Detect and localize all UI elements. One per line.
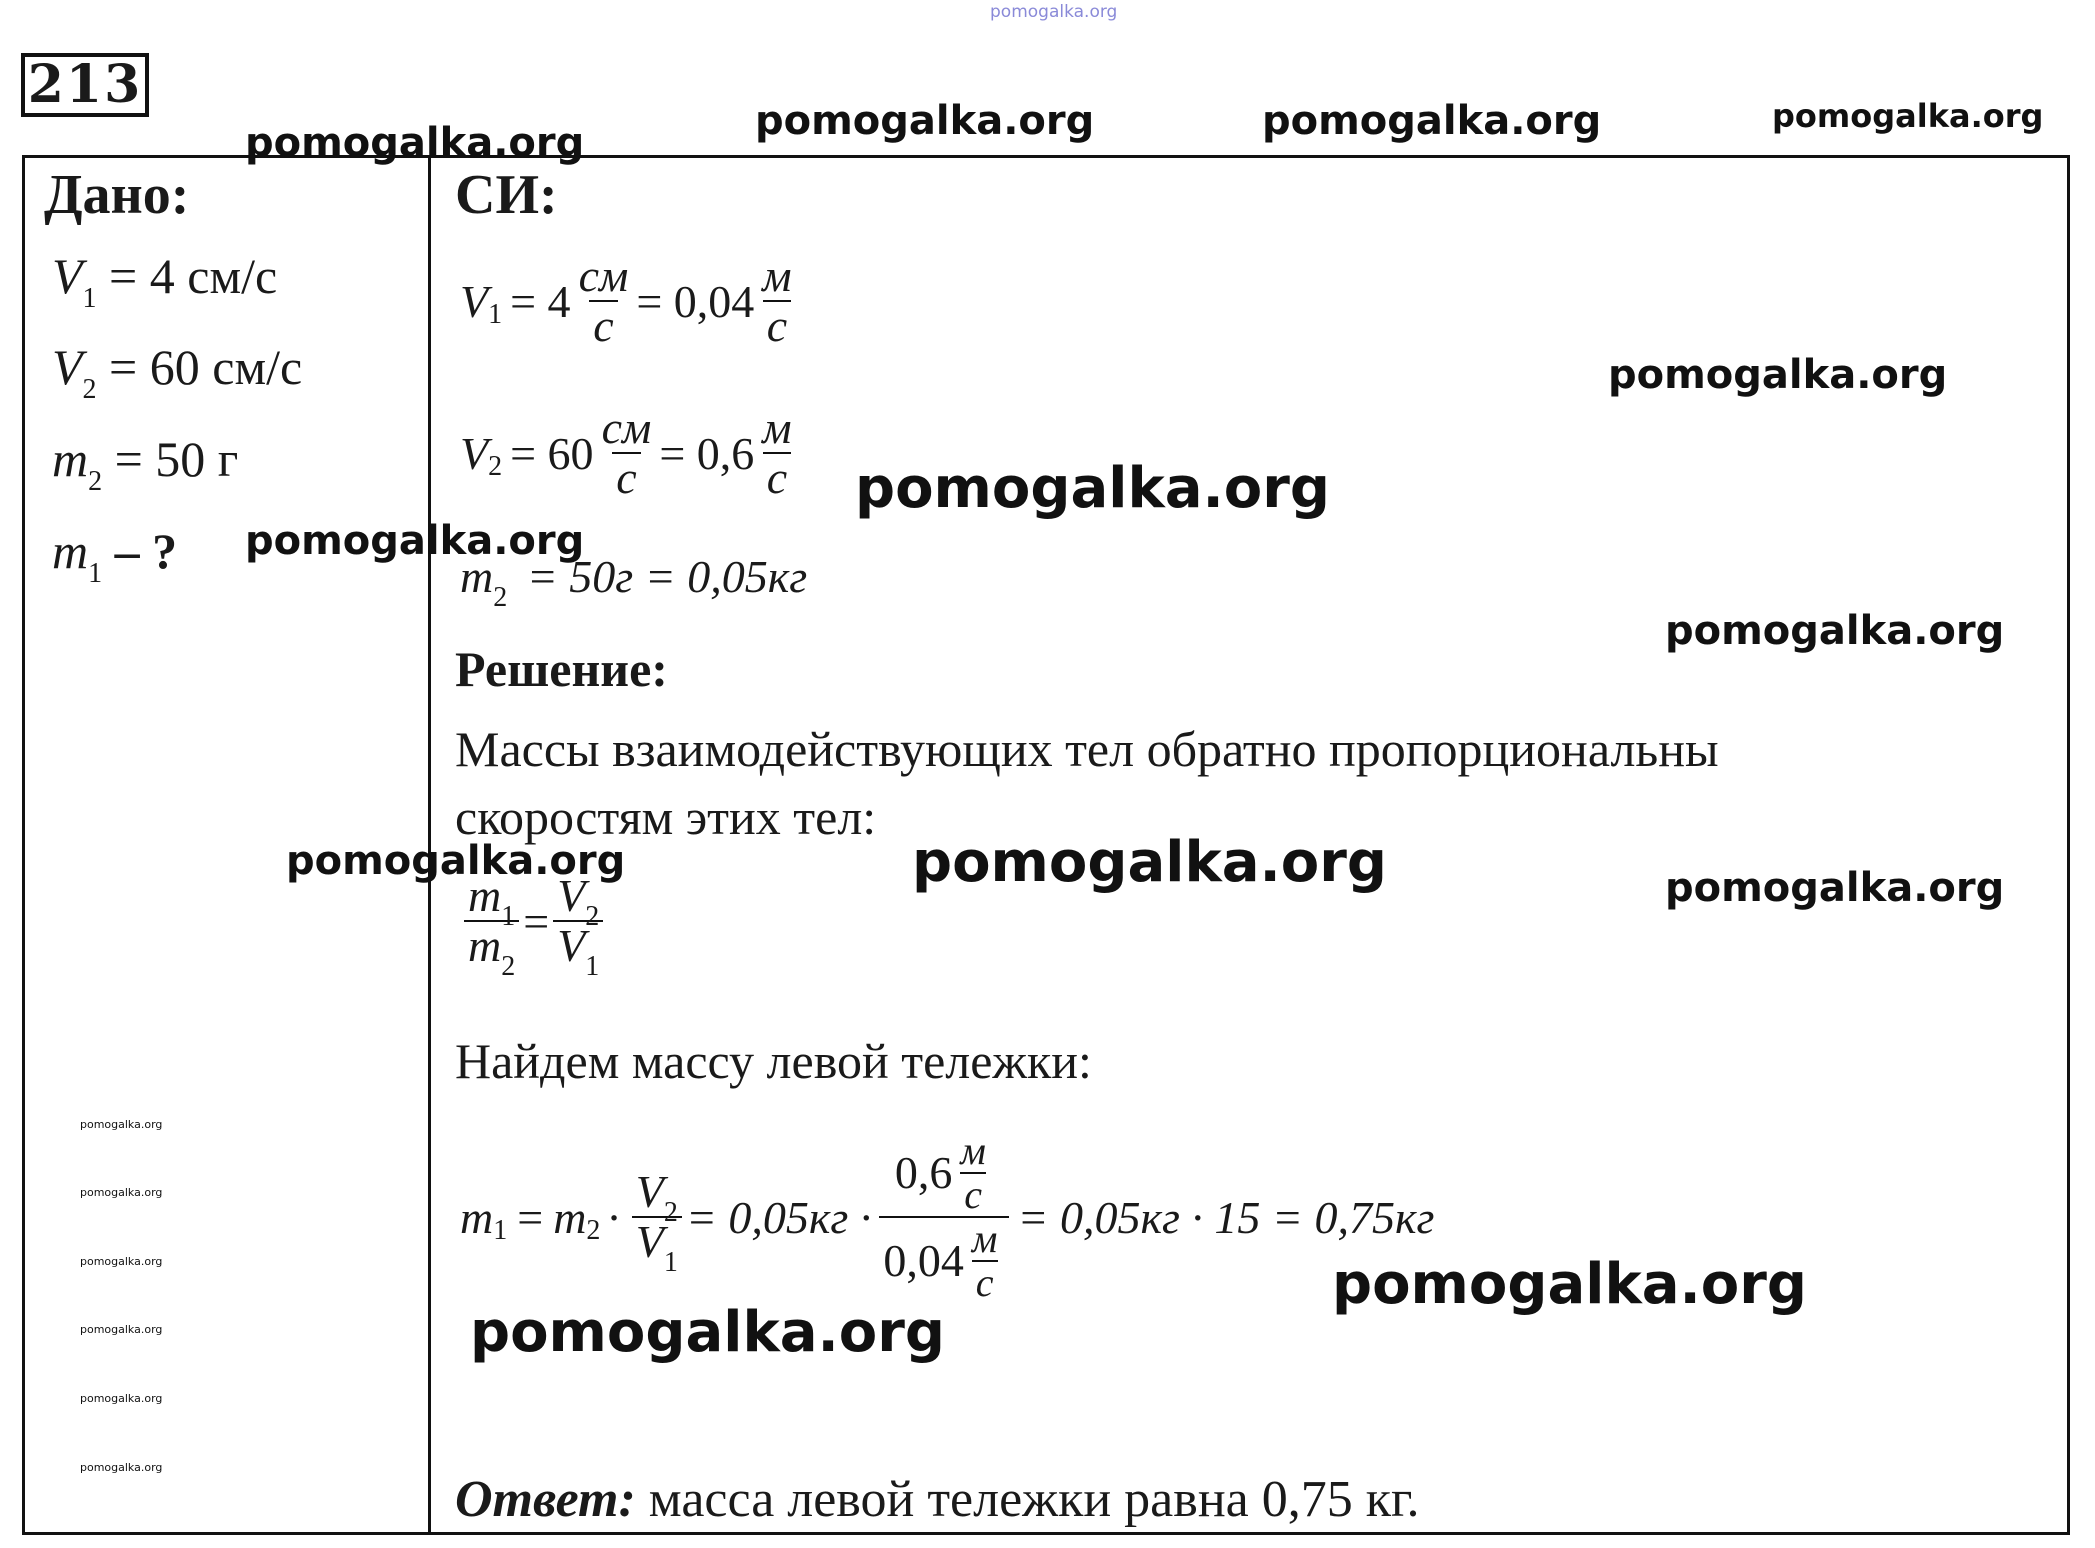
numerator: $V_2$ xyxy=(557,870,600,932)
symbol: m xyxy=(553,1191,587,1243)
value: – ? xyxy=(114,523,178,579)
answer-text: масса левой тележки равна 0,75 кг. xyxy=(648,1471,1420,1528)
equals: = xyxy=(517,1191,544,1243)
denominator: $V_1$ xyxy=(632,1216,682,1266)
si-eq-v2 xyxy=(460,404,800,503)
subscript: 2 xyxy=(88,466,103,497)
numerator: см xyxy=(601,402,652,453)
solution-text-2: скоростям этих тел: xyxy=(455,789,877,845)
calc-equation xyxy=(460,1130,1434,1304)
denominator: $V_1$ xyxy=(553,920,603,970)
subscript: 2 xyxy=(488,451,503,483)
subscript: 1 xyxy=(88,558,103,589)
ratio-equation xyxy=(460,870,607,983)
symbol: V xyxy=(460,427,489,479)
subscript: 1 xyxy=(82,283,97,314)
symbol: m xyxy=(52,523,89,579)
symbol: m xyxy=(460,1191,494,1243)
value: = 0,04 xyxy=(636,275,755,327)
fraction xyxy=(553,870,603,983)
si-eq-v1 xyxy=(460,252,800,351)
denominator: $m_2$ xyxy=(464,920,519,970)
answer-label: Ответ: xyxy=(455,1471,636,1528)
watermark-small: pomogalka.org xyxy=(80,1392,163,1405)
watermark-small: pomogalka.org xyxy=(80,1255,163,1268)
denominator: с xyxy=(763,452,791,502)
solution-text-3: Найдем массу левой тележки: xyxy=(455,1033,1092,1089)
numerator: $V_2$ xyxy=(635,1165,678,1228)
symbol: V xyxy=(460,275,489,327)
solution-heading: Решение: xyxy=(455,641,668,697)
subscript: 2 xyxy=(586,1215,601,1246)
given-m2 xyxy=(52,430,239,497)
problem-number: 213 xyxy=(21,53,149,117)
compound-fraction xyxy=(879,1130,1009,1304)
watermark-small: pomogalka.org xyxy=(80,1186,163,1199)
given-m1-unknown xyxy=(52,522,178,589)
watermark: pomogalka.org xyxy=(1262,98,1602,144)
watermark: pomogalka.org xyxy=(855,456,1330,521)
given-v1 xyxy=(52,247,278,314)
fraction xyxy=(758,404,795,503)
numerator: 0,6 $\frac{м}{с}$ xyxy=(894,1128,986,1217)
si-heading: СИ: xyxy=(455,164,558,226)
watermark-small: pomogalka.org xyxy=(80,1323,163,1336)
watermark: pomogalka.org xyxy=(470,1300,945,1365)
fraction xyxy=(598,404,656,503)
numerator: м xyxy=(762,402,792,453)
subscript: 1 xyxy=(488,299,503,331)
watermark: pomogalka.org xyxy=(245,518,585,564)
watermark: pomogalka.org xyxy=(1772,97,2044,135)
value: = 0,6 xyxy=(659,427,755,479)
watermark-top: pomogalka.org xyxy=(990,2,1118,22)
symbol: m xyxy=(52,431,89,487)
watermark: pomogalka.org xyxy=(1332,1252,1807,1317)
equals: = xyxy=(523,895,550,947)
watermark: pomogalka.org xyxy=(1608,352,1948,398)
value: = 0,05кг · 15 = 0,75кг xyxy=(1017,1191,1435,1243)
fraction xyxy=(575,252,633,351)
denominator: с xyxy=(589,300,617,350)
numerator: $m_1$ xyxy=(468,870,516,932)
fraction xyxy=(758,252,795,351)
given-heading: Дано: xyxy=(44,164,190,226)
value: = 4 xyxy=(510,275,571,327)
value: = 50 г xyxy=(114,431,239,487)
symbol: m xyxy=(460,551,494,602)
watermark: pomogalka.org xyxy=(1665,608,2005,654)
denominator: с xyxy=(763,300,791,350)
watermark: pomogalka.org xyxy=(1665,865,2005,911)
numerator: м xyxy=(762,250,792,301)
watermark: pomogalka.org xyxy=(755,98,1095,144)
value: = 60 см/с xyxy=(109,339,303,395)
si-eq-m2 xyxy=(460,550,808,613)
value: = 50г = 0,05кг xyxy=(526,551,808,602)
fraction xyxy=(464,870,519,983)
value: = 0,05кг · xyxy=(685,1191,872,1243)
denominator: с xyxy=(612,452,640,502)
dot: · xyxy=(606,1191,622,1243)
watermark-small: pomogalka.org xyxy=(80,1461,163,1474)
fraction xyxy=(632,1165,682,1278)
symbol: V xyxy=(52,248,83,304)
symbol: V xyxy=(52,339,83,395)
watermark: pomogalka.org xyxy=(286,838,626,884)
solution-text-1: Массы взаимодействующих тел обратно пропорциональны xyxy=(455,721,1719,777)
denominator: 0,04 $\frac{м}{с}$ xyxy=(879,1216,1009,1304)
subscript: 2 xyxy=(82,374,97,405)
given-v2 xyxy=(52,338,303,405)
subscript: 1 xyxy=(493,1215,508,1246)
watermark: pomogalka.org xyxy=(912,830,1387,895)
numerator: см xyxy=(578,250,629,301)
subscript: 2 xyxy=(493,582,508,613)
answer xyxy=(455,1470,1419,1529)
value: = 60 xyxy=(510,427,594,479)
value: = 4 см/с xyxy=(109,248,278,304)
watermark: pomogalka.org xyxy=(245,120,585,166)
watermark-small: pomogalka.org xyxy=(80,1118,163,1131)
